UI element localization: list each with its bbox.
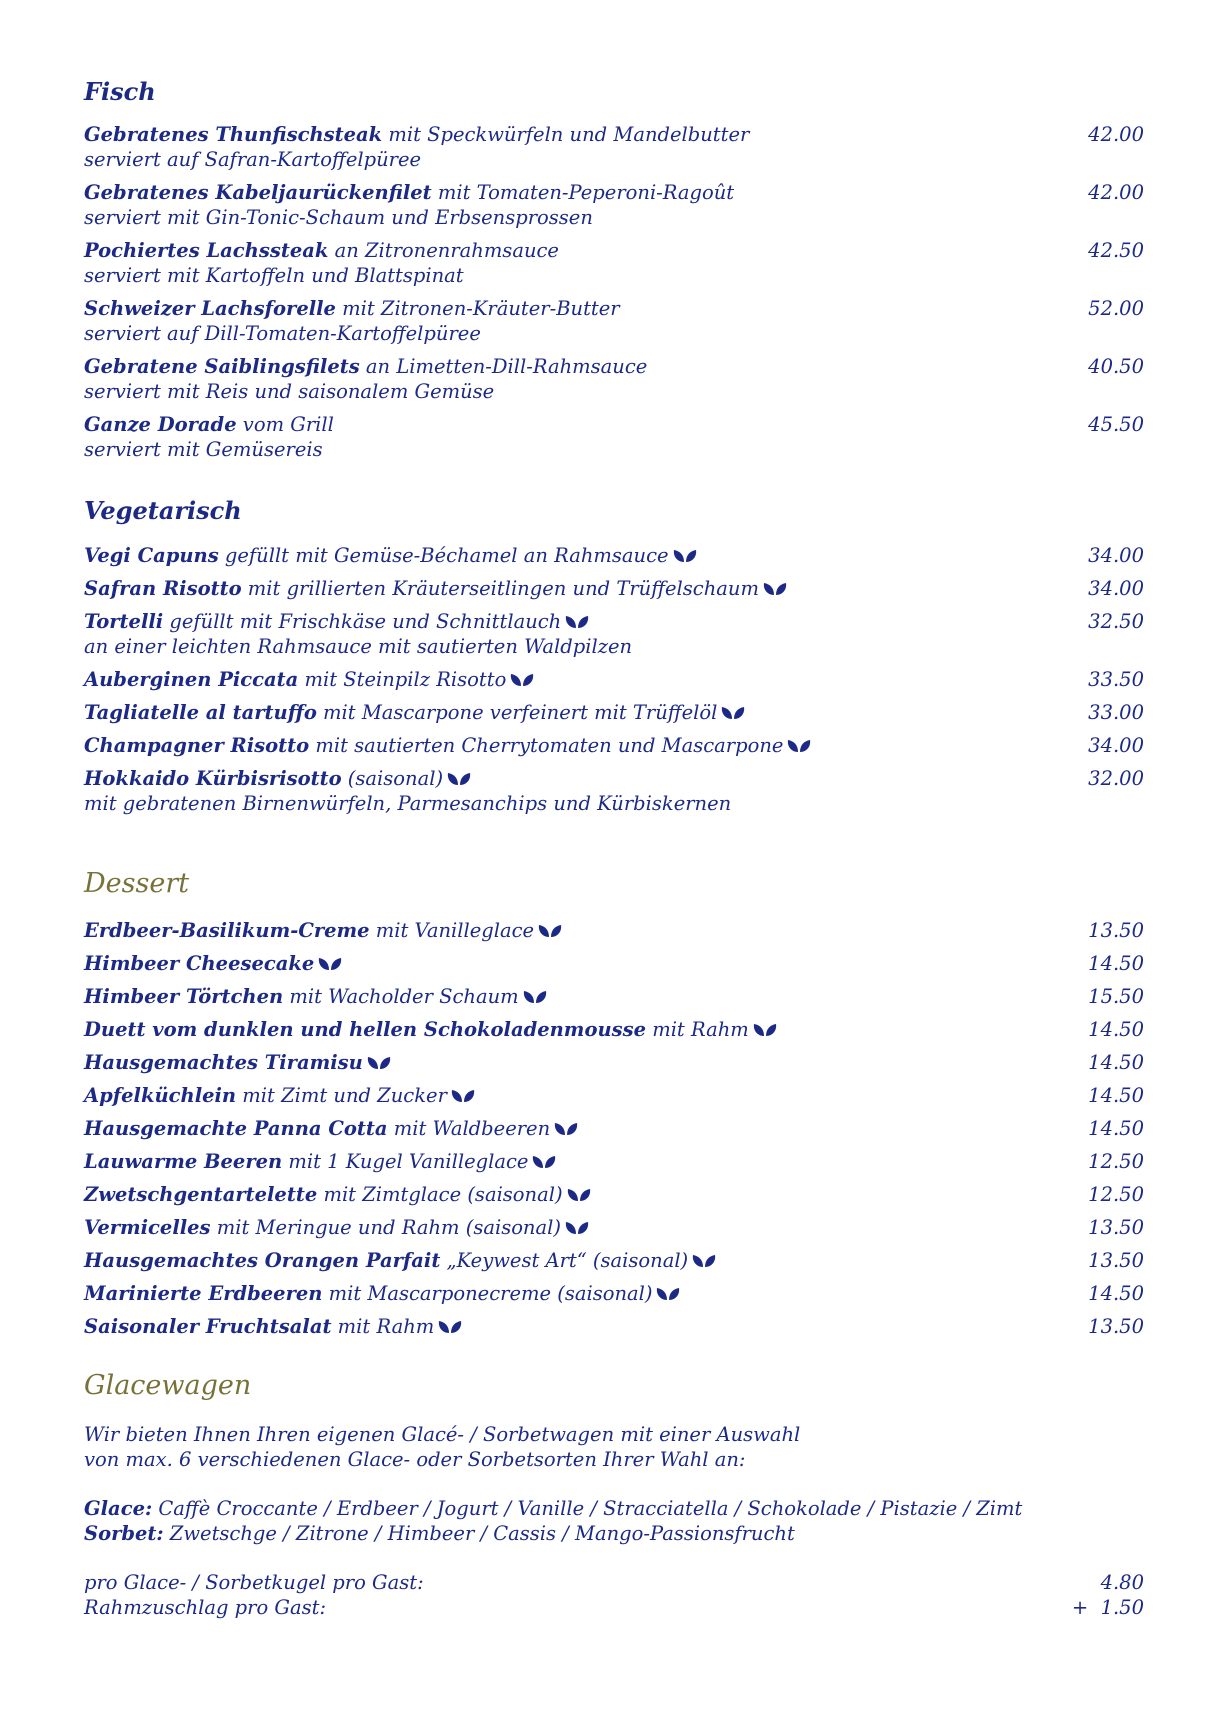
item-desc: (saisonal) [341, 767, 444, 790]
section-dessert [84, 868, 1144, 1347]
item-price: 14.50 [1088, 952, 1144, 975]
item-name: Erdbeer-Basilikum-Creme [84, 919, 370, 942]
section-title-dessert: Dessert [84, 868, 190, 899]
leaf-icon [554, 1121, 578, 1136]
sorbet-flavors: Zwetschge / Zitrone / Himbeer / Cassis / Mango-Passionsfrucht [163, 1522, 795, 1545]
item-name: Himbeer Cheesecake [84, 952, 315, 975]
item-price: 33.50 [1088, 668, 1144, 691]
item-price: 14.50 [1088, 1282, 1144, 1305]
menu-item [84, 412, 1144, 470]
item-list-fisch [84, 122, 1144, 470]
item-price: 13.50 [1088, 1249, 1144, 1272]
item-desc: an Zitronenrahmsauce [328, 239, 559, 262]
leaf-icon [721, 705, 745, 720]
item-name: Vegi Capuns [84, 544, 219, 567]
leaf-icon [451, 1088, 475, 1103]
menu-item [84, 700, 1144, 733]
item-name: Vermicelles [84, 1216, 211, 1239]
price-row-value: + 1.50 [1071, 1596, 1144, 1619]
item-sub: serviert auf Dill-Tomaten-Kartoffelpüree [84, 322, 481, 345]
leaf-icon [367, 1055, 391, 1070]
item-name: Tagliatelle al tartuffo [84, 701, 317, 724]
item-list-dessert [84, 918, 1144, 1347]
item-list-vegetarisch [84, 543, 1144, 824]
item-desc: „Keywest Art“ (saisonal) [440, 1249, 689, 1272]
glace-flavors: Caffè Croccante / Erdbeer / Jogurt / Vanille / Stracciatella / Schokolade / Pistazie / Zimt [152, 1497, 1023, 1520]
leaf-icon [753, 1022, 777, 1037]
item-price: 34.00 [1088, 577, 1144, 600]
leaf-icon [763, 581, 787, 596]
item-desc: an Limetten-Dill-Rahmsauce [359, 355, 648, 378]
item-desc: mit 1 Kugel Vanilleglace [282, 1150, 529, 1173]
menu-item [84, 1149, 1144, 1182]
item-name: Duett vom dunklen und hellen Schokoladenmousse [84, 1018, 646, 1041]
menu-item [84, 354, 1144, 412]
item-name: Hausgemachte Panna Cotta [84, 1117, 388, 1140]
menu-item [84, 296, 1144, 354]
item-name: Gebratene Saiblingsfilets [84, 355, 360, 378]
item-name: Auberginen Piccata [84, 668, 299, 691]
item-name: Tortelli [84, 610, 164, 633]
item-desc: mit Rahm [646, 1018, 749, 1041]
item-name: Safran Risotto [84, 577, 242, 600]
leaf-icon [673, 548, 697, 563]
item-name: Himbeer Törtchen [84, 985, 284, 1008]
menu-item [84, 1248, 1144, 1281]
item-name: Apfelküchlein [84, 1084, 237, 1107]
leaf-icon [565, 1220, 589, 1235]
item-price: 42.50 [1088, 239, 1144, 262]
menu-item [84, 1017, 1144, 1050]
item-sub: serviert auf Safran-Kartoffelpüree [84, 148, 422, 171]
item-desc: mit Rahm [331, 1315, 435, 1338]
item-price: 52.00 [1088, 297, 1144, 320]
item-price: 15.50 [1088, 985, 1144, 1008]
menu-item [84, 1182, 1144, 1215]
item-desc: mit sautierten Cherrytomaten und Mascarpone [309, 734, 784, 757]
item-price: 32.50 [1088, 610, 1144, 633]
item-desc: mit Zimt und Zucker [236, 1084, 447, 1107]
menu-item [84, 1314, 1144, 1347]
item-desc: mit Mascarponecreme (saisonal) [322, 1282, 653, 1305]
item-desc: mit Steinpilz Risotto [298, 668, 507, 691]
item-price: 13.50 [1088, 919, 1144, 942]
section-fisch [84, 76, 1144, 470]
item-price: 14.50 [1088, 1117, 1144, 1140]
sorbet-label: Sorbet: [84, 1522, 164, 1545]
item-desc: gefüllt mit Frischkäse und Schnittlauch [163, 610, 562, 633]
item-price: 40.50 [1088, 355, 1144, 378]
leaf-icon [318, 956, 342, 971]
item-name: Schweizer Lachsforelle [84, 297, 336, 320]
item-name: Marinierte Erdbeeren [84, 1282, 323, 1305]
price-row-label: pro Glace- / Sorbetkugel pro Gast: [84, 1571, 424, 1594]
menu-item [84, 1050, 1144, 1083]
leaf-icon [538, 923, 562, 938]
menu-item [84, 1281, 1144, 1314]
leaf-icon [523, 989, 547, 1004]
section-glacewagen [84, 1370, 1144, 1620]
item-desc: mit Tomaten-Peperoni-Ragoût [431, 181, 735, 204]
item-name: Gebratenes Kabeljaurückenfilet [84, 181, 432, 204]
item-price: 34.00 [1088, 544, 1144, 567]
section-vegetarisch [84, 495, 1144, 824]
item-price: 13.50 [1088, 1315, 1144, 1338]
item-name: Hausgemachtes Orangen Parfait [84, 1249, 441, 1272]
item-price: 32.00 [1088, 767, 1144, 790]
item-sub: serviert mit Kartoffeln und Blattspinat [84, 264, 464, 287]
leaf-icon [567, 1187, 591, 1202]
glace-line [84, 1496, 1144, 1521]
menu-item [84, 1215, 1144, 1248]
item-desc: gefüllt mit Gemüse-Béchamel an Rahmsauce [218, 544, 669, 567]
menu-item [84, 609, 1144, 667]
item-price: 12.50 [1088, 1150, 1144, 1173]
leaf-icon [692, 1253, 716, 1268]
menu-item [84, 576, 1144, 609]
item-price: 33.00 [1088, 701, 1144, 724]
price-row-label: Rahmzuschlag pro Gast: [84, 1596, 327, 1619]
menu-item [84, 984, 1144, 1017]
price-row-value: 4.80 [1100, 1571, 1144, 1594]
section-title-glacewagen: Glacewagen [84, 1370, 252, 1401]
glace-label: Glace: [84, 1497, 153, 1520]
menu-item [84, 180, 1144, 238]
item-desc: mit Waldbeeren [387, 1117, 551, 1140]
menu-item [84, 1083, 1144, 1116]
item-price: 42.00 [1088, 181, 1144, 204]
menu-item [84, 543, 1144, 576]
item-desc: mit Speckwürfeln und Mandelbutter [382, 123, 750, 146]
menu-item [84, 1116, 1144, 1149]
leaf-icon [565, 614, 589, 629]
leaf-icon [447, 771, 471, 786]
leaf-icon [532, 1154, 556, 1169]
glacewagen-intro-1: Wir bieten Ihnen Ihren eigenen Glacé- / Sorbetwagen mit einer Auswahl [84, 1423, 801, 1446]
item-name: Saisonaler Fruchtsalat [84, 1315, 332, 1338]
item-desc: mit Zimtglace (saisonal) [317, 1183, 563, 1206]
menu-item [84, 766, 1144, 824]
item-sub: an einer leichten Rahmsauce mit sautierten Waldpilzen [84, 635, 633, 658]
leaf-icon [656, 1286, 680, 1301]
sorbet-line [84, 1521, 1144, 1546]
menu-item [84, 122, 1144, 180]
item-name: Gebratenes Thunfischsteak [84, 123, 383, 146]
item-desc: mit Vanilleglace [369, 919, 535, 942]
item-desc: mit Zitronen-Kräuter-Butter [335, 297, 620, 320]
glacewagen-intro-2: von max. 6 verschiedenen Glace- oder Sorbetsorten Ihrer Wahl an: [84, 1448, 746, 1471]
price-row-cream [84, 1595, 1144, 1620]
item-name: Champagner Risotto [84, 734, 310, 757]
item-name: Zwetschgentartelette [84, 1183, 318, 1206]
section-title-fisch: Fisch [84, 77, 156, 106]
menu-item [84, 667, 1144, 700]
leaf-icon [787, 738, 811, 753]
item-desc: mit Wacholder Schaum [283, 985, 519, 1008]
item-sub: serviert mit Reis und saisonalem Gemüse [84, 380, 495, 403]
item-price: 34.00 [1088, 734, 1144, 757]
glacewagen-body [84, 1422, 1144, 1620]
item-name: Hokkaido Kürbisrisotto [84, 767, 342, 790]
leaf-icon [510, 672, 534, 687]
menu-item [84, 951, 1144, 984]
menu-item [84, 238, 1144, 296]
item-price: 14.50 [1088, 1051, 1144, 1074]
item-desc: mit Meringue und Rahm (saisonal) [210, 1216, 561, 1239]
item-price: 12.50 [1088, 1183, 1144, 1206]
item-price: 45.50 [1088, 413, 1144, 436]
item-desc: mit Mascarpone verfeinert mit Trüffelöl [316, 701, 718, 724]
item-sub: mit gebratenen Birnenwürfeln, Parmesanchips und Kürbiskernen [84, 792, 732, 815]
item-desc: vom Grill [236, 413, 334, 436]
item-sub: serviert mit Gin-Tonic-Schaum und Erbsensprossen [84, 206, 593, 229]
section-title-vegetarisch: Vegetarisch [84, 496, 242, 525]
item-name: Pochiertes Lachssteak [84, 239, 329, 262]
item-price: 13.50 [1088, 1216, 1144, 1239]
price-row-scoop [84, 1570, 1144, 1595]
item-name: Hausgemachtes Tiramisu [84, 1051, 363, 1074]
item-name: Lauwarme Beeren [84, 1150, 283, 1173]
menu-item [84, 733, 1144, 766]
item-price: 14.50 [1088, 1018, 1144, 1041]
menu-item [84, 918, 1144, 951]
item-sub: serviert mit Gemüsereis [84, 438, 323, 461]
leaf-icon [438, 1319, 462, 1334]
item-price: 42.00 [1088, 123, 1144, 146]
item-name: Ganze Dorade [84, 413, 237, 436]
item-desc: mit grillierten Kräuterseitlingen und Trüffelschaum [241, 577, 759, 600]
item-price: 14.50 [1088, 1084, 1144, 1107]
